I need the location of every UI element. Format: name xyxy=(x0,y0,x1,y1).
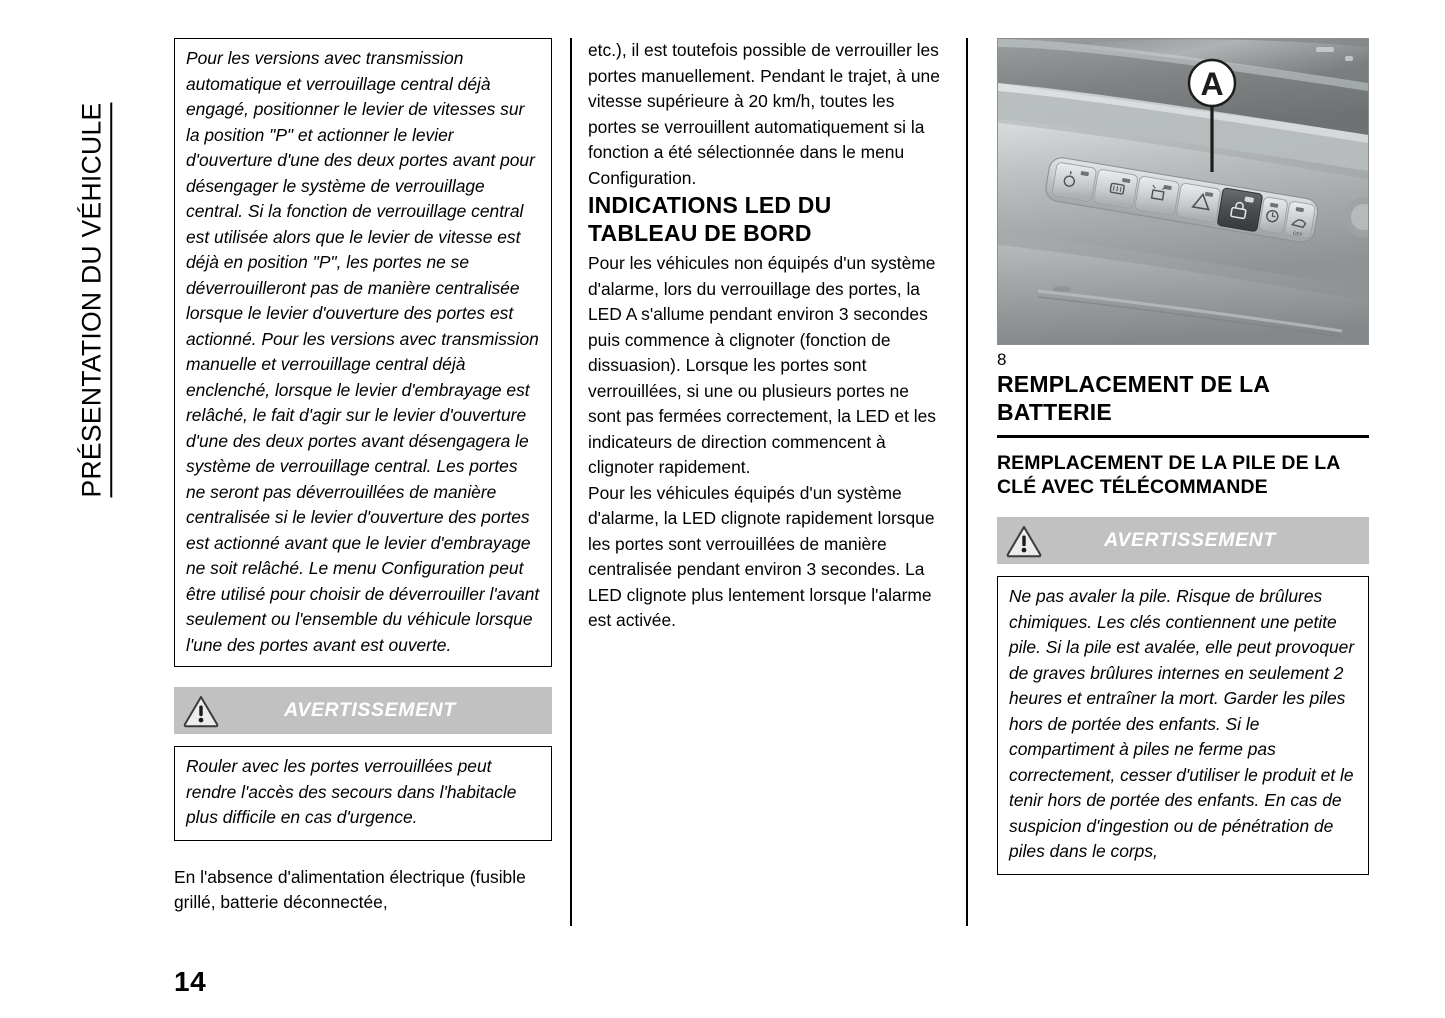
column-1 xyxy=(174,38,552,916)
warning-label-2: AVERTISSEMENT xyxy=(1104,529,1276,551)
column-3 xyxy=(997,38,1369,875)
led-paragraph-1: Pour les véhicules non équipés d'un système d'alarme, lors du verrouillage des portes, la LED A s'allume pendant environ 3 secondes puis commence à clignoter (fonction de dissuasion). Lorsque les portes sont verrouillées, si une ou plusieurs portes ne sont pas fermées correctement, la LED et les indicateurs de direction commencent à clignoter rapidement. xyxy=(588,253,936,477)
note-box-text: Pour les versions avec transmission automatique et verrouillage central déjà engagé, positionner le levier de vitesses sur la position "P" et actionner le levier d'ouverture d'une des deux portes avant pour désengager le système de verrouillage central. Si la fonction de verrouillage central est utilisée alors que le levier de vitesse est déjà en position "P", les portes ne se déverrouilleront pas de manière centralisée lorsque le levier d'ouverture des portes est actionné. Pour les versions avec transmission manuelle et verrouillage central déjà enclenché, lorsque le levier d'embrayage est relâché, le fait d'agir sur le levier d'ouverture d'une des deux portes avant désengagera le système de verrouillage central. Les portes ne seront pas déverrouillées de manière centralisée si le levier d'ouverture des portes est actionné avant que le levier d'embrayage ne soit relâché. Le menu Configuration peut être utilisé pour choisir de déverrouiller l'avant seulement ou l'ensemble du véhicule lorsque l'une des portes avant est ouverte. xyxy=(186,48,540,655)
subsection-heading-key-battery: REMPLACEMENT DE LA PILE DE LA CLÉ AVEC TÉLÉCOMMANDE xyxy=(997,452,1340,498)
led-paragraph-2: Pour les véhicules équipés d'un système d'alarme, la LED clignote rapidement lorsque les portes sont verrouillées de manière centralisée pendant environ 3 secondes. La LED clignote plus lentement lorsque l'alarme est activée. xyxy=(588,482,935,630)
column-2 xyxy=(588,38,945,634)
note-box-central-locking xyxy=(174,38,552,667)
closing-paragraph: En l'absence d'alimentation électrique (fusible grillé, batterie déconnectée, xyxy=(174,866,526,912)
warning-block-1 xyxy=(174,687,552,841)
warning-body xyxy=(174,746,552,841)
warning-triangle-icon xyxy=(182,694,220,728)
svg-text:OFF: OFF xyxy=(1292,230,1304,239)
warning-body-text-2: Ne pas avaler la pile. Risque de brûlures chimiques. Les clés contiennent une petite pile. Si la pile est avalée, elle peut provoquer de graves brûlures internes en seulement 2 heures et entraîner la mort. Garder les piles hors de portée des enfants. Si le compartiment à piles ne ferme pas correctement, cesser d'utiliser le produit et le tenir hors de portée des enfants. En cas de suspicion d'ingestion ou de pénétration de piles dans le corps, xyxy=(1009,586,1355,861)
chapter-sidebar xyxy=(60,30,130,570)
figure-dashboard-panel xyxy=(997,38,1369,345)
warning-body-text: Rouler avec les portes verrouillées peut rendre l'accès des secours dans l'habitacle plus difficile en cas d'urgence. xyxy=(186,756,517,827)
warning-body-2 xyxy=(997,576,1369,875)
column-divider-1 xyxy=(570,38,572,926)
warning-triangle-icon xyxy=(1005,524,1043,558)
section-heading-led: INDICATIONS LED DU TABLEAU DE BORD xyxy=(588,192,832,246)
intro-paragraph: etc.), il est toutefois possible de verrouiller les portes manuellement. Pendant le trajet, à une vitesse supérieure à 20 km/h, toutes les portes se verrouillent automatiquement si la fonction a été sélectionnée dans le menu Configuration. xyxy=(588,40,940,188)
warning-header-bar xyxy=(174,687,552,734)
section-heading-battery: REMPLACEMENT DE LA BATTERIE xyxy=(997,371,1270,425)
warning-header-bar-2 xyxy=(997,517,1369,564)
warning-block-2 xyxy=(997,517,1369,875)
chapter-title-vertical: PRÉSENTATION DU VÉHICULE xyxy=(78,103,112,498)
section-rule xyxy=(997,435,1369,438)
column-divider-2 xyxy=(966,38,968,926)
warning-label: AVERTISSEMENT xyxy=(284,699,456,721)
svg-text:A: A xyxy=(1200,66,1224,102)
figure-number: 8 xyxy=(997,350,1007,369)
page-number: 14 xyxy=(174,966,207,997)
